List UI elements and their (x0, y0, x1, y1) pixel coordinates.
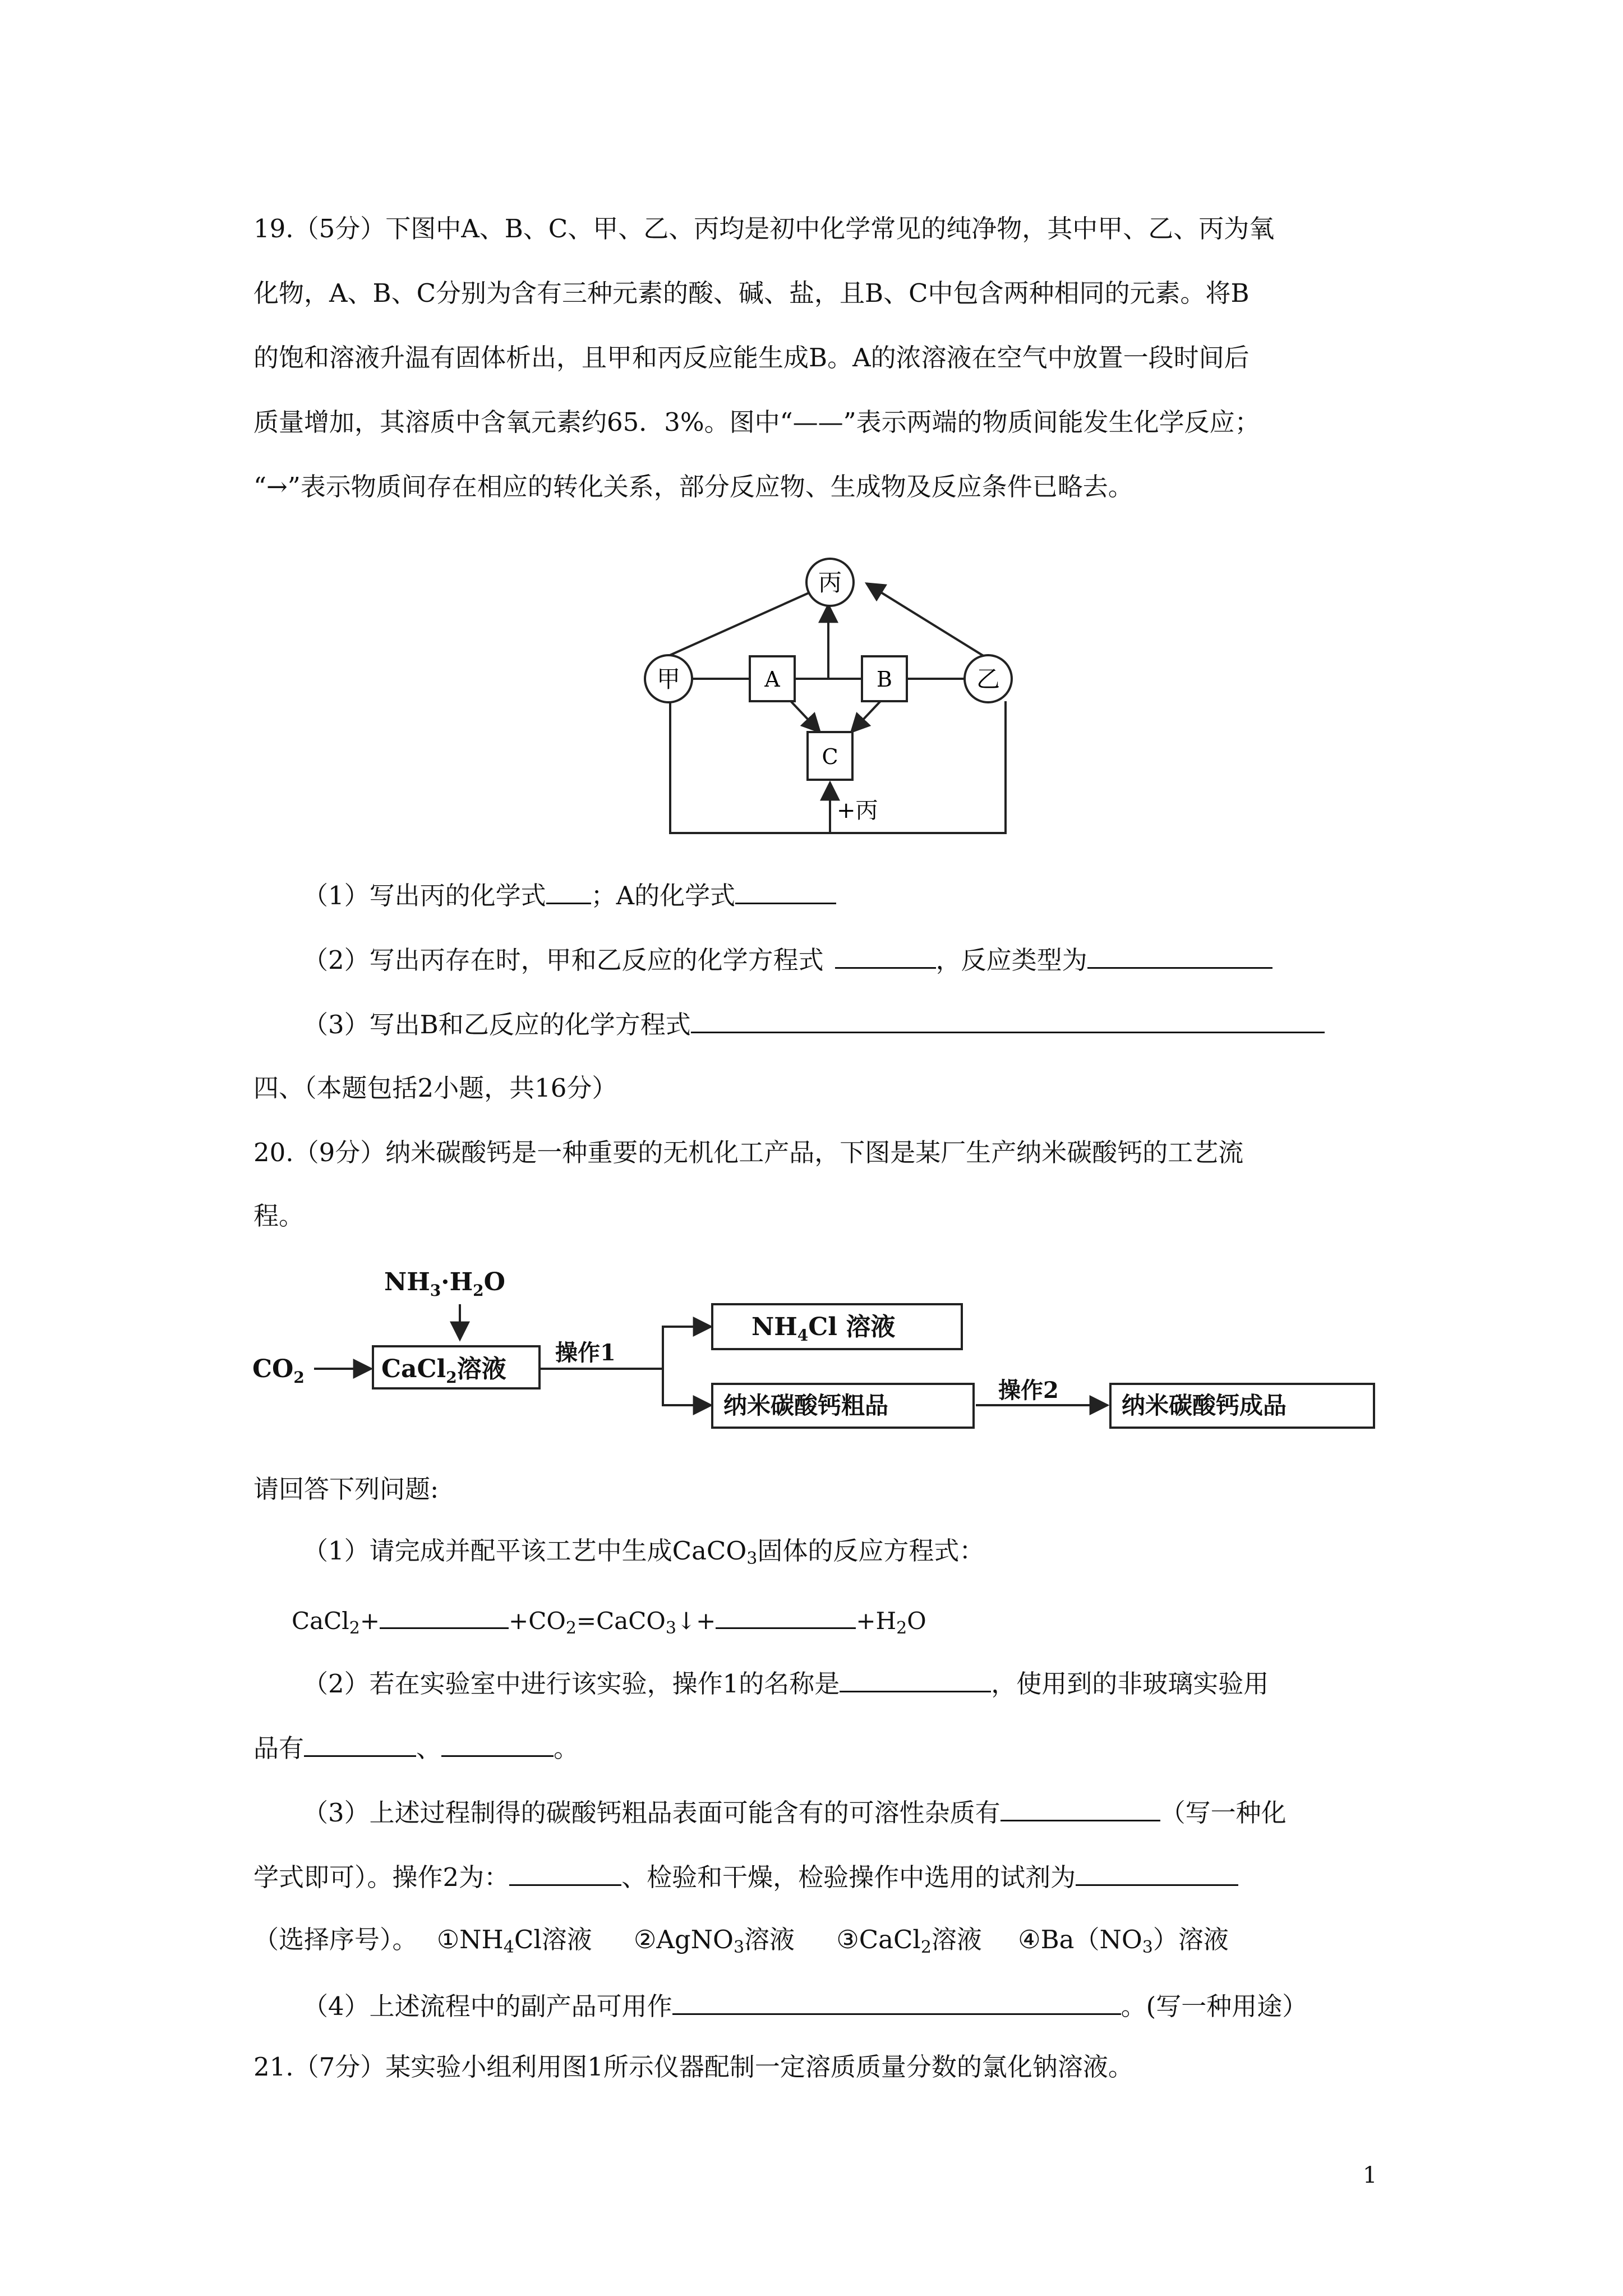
q19-line-2: 化物，A、B、C分别为含有三种元素的酸、碱、盐，且B、C中包含两种相同的元素。将B (253, 278, 1249, 308)
svg-text:B: B (877, 667, 892, 692)
eq-blank-1[interactable] (380, 1602, 509, 1629)
q19-sub1-blank-2[interactable] (735, 878, 836, 904)
item-blank-2[interactable] (441, 1729, 554, 1757)
q20-sub-3-line-1: （3）上述过程制得的碳酸钙粗品表面可能含有的可溶性杂质有 （写一种化 (303, 1794, 1287, 1830)
use-blank[interactable] (672, 1987, 1121, 2015)
product-label: 纳米碳酸钙成品 (1122, 1392, 1287, 1419)
q19-line-3: 的饱和溶液升温有固体析出，且甲和丙反应能生成B。A的浓溶液在空气中放置一段时间后 (253, 343, 1249, 372)
svg-text:C: C (822, 744, 838, 769)
q20-line-2: 程。 (253, 1201, 305, 1231)
node-yi (965, 655, 1012, 702)
q19-relation-diagram (617, 539, 1066, 853)
item-blank-1[interactable] (304, 1729, 416, 1757)
cacl2-label: CaCl$_2$溶液 (381, 1355, 506, 1387)
option-2: ②AgNO$_3$溶液 (634, 1925, 795, 1957)
option-3: ③CaCl$_2$溶液 (836, 1925, 982, 1957)
q19-line-5: “→”表示物质间存在相应的转化关系，部分反应物、生成物及反应条件已略去。 (253, 472, 1133, 501)
node-jia (645, 655, 692, 702)
reagent-blank[interactable] (1076, 1858, 1238, 1886)
nh4cl-label: $NH_4Cl$ 溶液 (751, 1313, 896, 1345)
eq-blank-2[interactable] (716, 1602, 856, 1629)
svg-text:乙: 乙 (976, 665, 1000, 693)
q19-sub2-blank-1[interactable] (835, 942, 936, 969)
q19-sub2-blank-2[interactable] (1087, 942, 1272, 969)
q20-sub-4: （4）上述流程中的副产品可用作 。(写一种用途） (303, 1987, 1307, 2023)
op1-name-blank[interactable] (840, 1665, 991, 1692)
op1-label: 操作1 (555, 1340, 616, 1366)
impurity-blank[interactable] (1000, 1794, 1160, 1821)
op2-label: 操作2 (998, 1377, 1059, 1404)
svg-text:甲: 甲 (656, 665, 681, 693)
q21-line-1: 21.（7分）某实验小组利用图1所示仪器配制一定溶质质量分数的氯化钠溶液。 (253, 2052, 1133, 2082)
plus-bing-label: +丙 (837, 798, 878, 823)
q19-sub-2: （2）写出丙存在时，甲和乙反应的化学方程式 ，反应类型为 (303, 942, 1272, 977)
node-b (862, 656, 907, 701)
q20-line-1: 20.（9分）纳米碳酸钙是一种重要的无机化工产品，下图是某厂生产纳米碳酸钙的工艺流 (253, 1138, 1244, 1167)
q19-sub1-blank-1[interactable] (546, 878, 591, 904)
option-4: $④Ba(NO_3)$溶液 (1018, 1925, 1229, 1957)
crude-label: 纳米碳酸钙粗品 (723, 1392, 889, 1419)
q20-process-flow (247, 1251, 1396, 1442)
q19-line-4: 质量增加，其溶质中含氧元素约65．3%。图中“——”表示两端的物质间能发生化学反应； (253, 407, 1260, 437)
page-number: 1 (1363, 2162, 1377, 2188)
op2-blank[interactable] (509, 1858, 621, 1886)
q20-options: （选择序号）。 $①NH_4Cl$溶液 ②AgNO$_3$溶液 ③CaCl$_2$溶液 $④Ba(NO_3)$溶液 (253, 1925, 1229, 1957)
node-a (750, 656, 795, 701)
svg-text:丙: 丙 (818, 569, 842, 596)
node-c (808, 732, 852, 780)
q20-sub-2-line-2: 品有 、 。 (253, 1729, 579, 1765)
q19-sub3-blank[interactable] (691, 1007, 1325, 1033)
node-bing (806, 559, 854, 606)
q19-line-1: 19.（5分）下图中A、B、C、甲、乙、丙均是初中化学常见的纯净物，其中甲、乙、丙为氧 (253, 214, 1275, 243)
q20-sub-1: （1）请完成并配平该工艺中生成CaCO$_3$固体的反应方程式： (303, 1536, 985, 1568)
option-1: $①NH_4Cl$溶液 (436, 1925, 592, 1957)
nh3-h2o-label: $NH_3\cdot H_2O$ (384, 1268, 505, 1300)
section-4-heading: 四、（本题包括2小题，共16分） (253, 1073, 617, 1103)
q20-prompt: 请回答下列问题: (253, 1474, 439, 1504)
q20-equation: CaCl$_2$+ $+CO_2=CaCO_3↓+ +H_2O$ (292, 1602, 926, 1638)
co2-label: $CO_2$ (252, 1355, 305, 1387)
q20-sub-3-line-2: 学式即可）。操作2为： 、检验和干燥，检验操作中选用的试剂为 (253, 1858, 1238, 1894)
q20-sub-2-line-1: （2）若在实验室中进行该实验，操作1的名称是 ，使用到的非玻璃实验用 (303, 1665, 1269, 1701)
svg-text:A: A (764, 667, 780, 692)
q19-sub-1: （1）写出丙的化学式 ；A的化学式 (303, 878, 836, 913)
q19-sub-3: （3）写出B和乙反应的化学方程式 (303, 1007, 1325, 1042)
